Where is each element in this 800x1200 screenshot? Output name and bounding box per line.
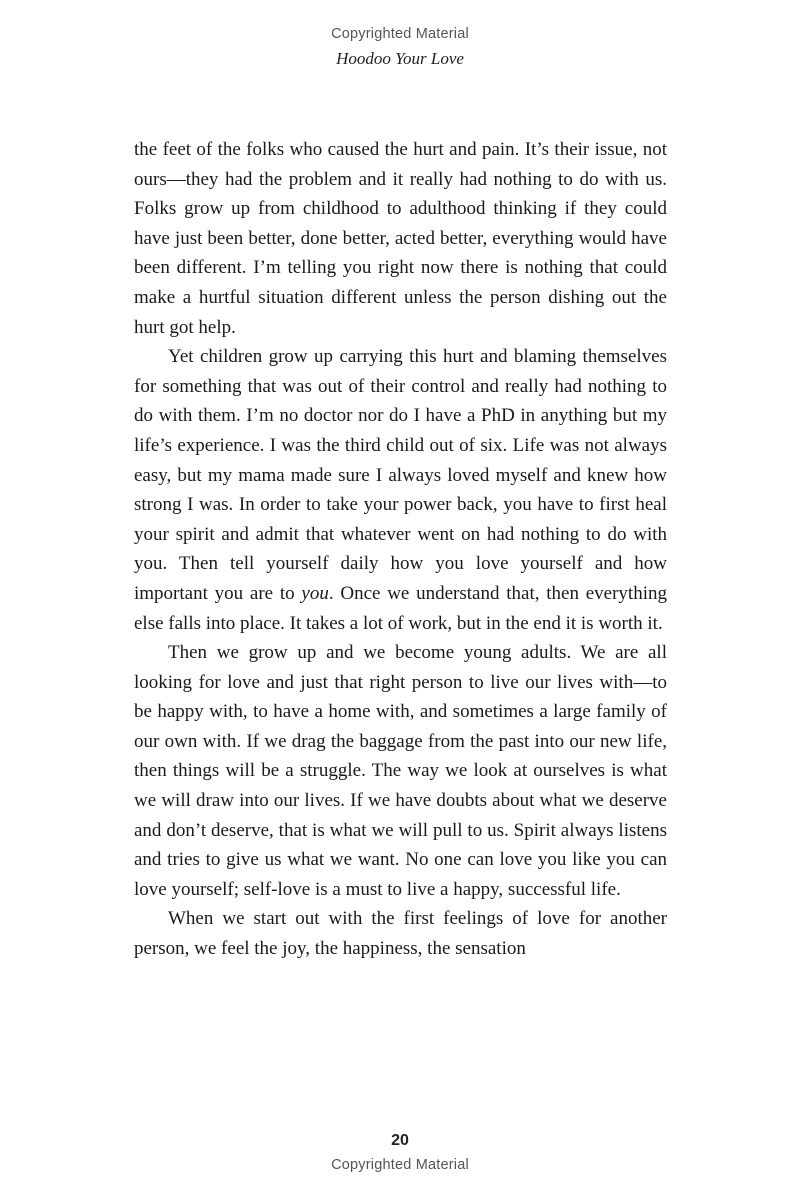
paragraph-2-part-1: Yet children grow up carrying this hurt and blaming themselves for something that was out of their control and really had nothing to do with them. I’m no doctor nor do I have a PhD in anything but my life’s experience. I was the third child out of six. Life was not always easy, but my mama made sure I always loved myself and knew how strong I was. In order to take your power back, you have to first heal your spirit and admit that whatever went on had nothing to do with you. Then tell yourself daily how you love yourself and how important you are to: [134, 346, 667, 604]
header-copyright: Copyrighted Material: [331, 26, 469, 42]
paragraph-1: the feet of the folks who caused the hurt and pain. It’s their issue, not ours—they had the problem and it really had nothing to do with us. Folks grow up from childhood to adulthood thinking if they could have just been better, done better, acted better, everything would have been different. I’m telling you right now there is nothing that could make a hurtful situation different unless the person dishing out the hurt got help.: [134, 139, 667, 338]
footer-copyright: Copyrighted Material: [331, 1157, 469, 1173]
paragraph-3: Then we grow up and we become young adults. We are all looking for love and just that right person to live our lives with—to be happy with, to have a home with, and sometimes a large family of our own with. If we drag the baggage from the past into our new life, then things will be a struggle. The way we look at ourselves is what we will draw into our lives. If we have doubts about what we deserve and don’t deserve, that is what we will pull to us. Spirit always listens and tries to give us what we want. No one can love you like you can love yourself; self-love is a must to live a happy, successful life.: [134, 642, 667, 900]
running-head-title: Hoodoo Your Love: [336, 49, 464, 68]
paragraph-4: When we start out with the first feelings of love for another person, we feel the joy, the happiness, the sensation: [134, 908, 667, 960]
paragraph-2-part-2: . Once we understand that, then everything else falls into place. It takes a lot of work, but in the end it is worth it.: [134, 582, 667, 634]
emphasis-you: you: [301, 582, 329, 604]
body-text: [134, 135, 667, 964]
paragraph-2: [134, 342, 667, 638]
page-number: 20: [391, 1132, 409, 1149]
